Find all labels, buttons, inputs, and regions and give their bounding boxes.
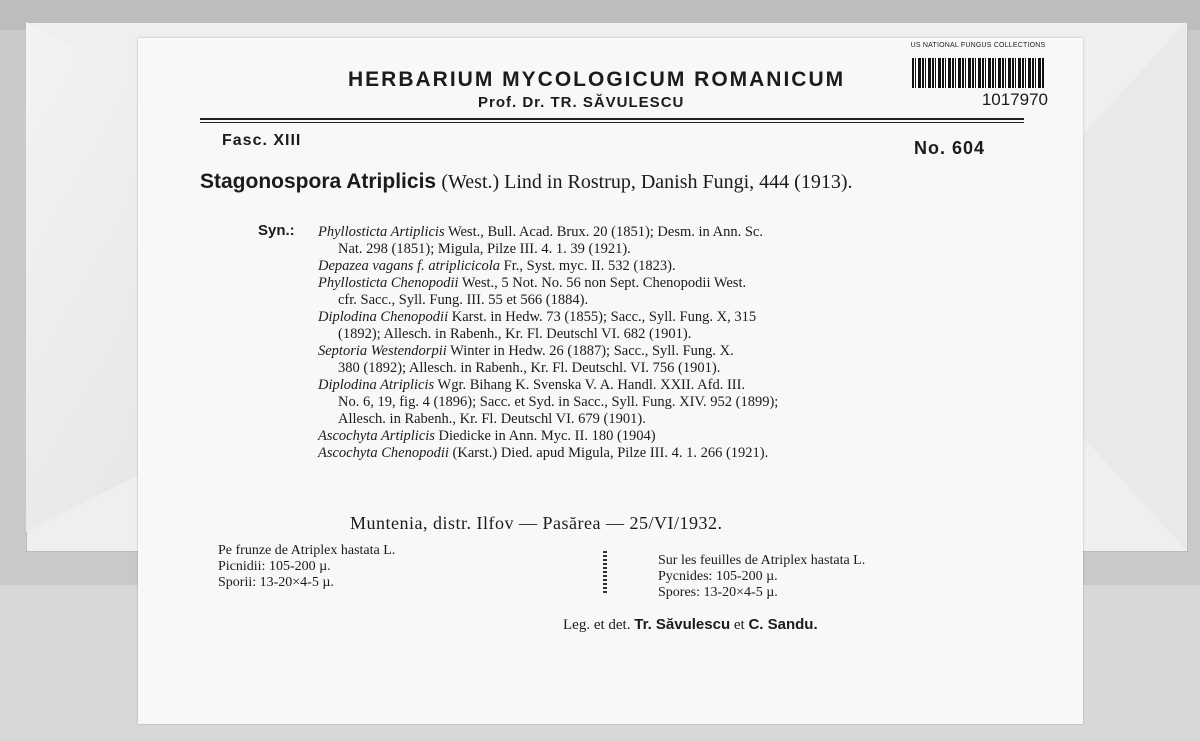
synonym-taxon: Phyllosticta Chenopodii: [318, 275, 459, 291]
synonym-citation: No. 6, 19, fig. 4 (1896); Sacc. et Syd. in Sacc., Syll. Fung. XIV. 952 (1899);: [338, 394, 779, 410]
synonym-taxon: Diplodina Atriplicis: [318, 377, 435, 393]
synonym-citation: Wgr. Bihang K. Svenska V. A. Handl. XXII. Afd. III.: [434, 377, 746, 393]
synonym-citation: Winter in Hedw. 26 (1887); Sacc., Syll. Fung. X.: [446, 343, 734, 359]
host-fr-line: Pycnides: 105-200 µ.: [658, 569, 778, 584]
barcode-number: 1017970: [981, 90, 1048, 109]
host-ro-line: Picnidii: 105-200 µ.: [218, 559, 331, 574]
synonym-citation: Nat. 298 (1851); Migula, Pilze III. 4. 1. 39 (1921).: [338, 241, 631, 257]
collector-prefix: Leg. et det.: [563, 617, 631, 633]
synonym-line: [338, 326, 691, 343]
barcode-caption: US NATIONAL FUNGUS COLLECTIONS: [910, 42, 1046, 49]
synonym-citation: 380 (1892); Allesch. in Rabenh., Kr. Fl. Deutschl. VI. 756 (1901).: [338, 360, 721, 376]
synonym-line: [338, 394, 778, 411]
herbarium-title: HERBARIUM MYCOLOGICUM ROMANICUM: [348, 68, 846, 91]
synonyms-label: Syn.:: [258, 222, 295, 239]
host-fr-line: Sur les feuilles de Atriplex hastata L.: [658, 553, 866, 568]
column-divider: [603, 551, 607, 595]
synonym-line: [318, 343, 734, 360]
synonym-citation: (Karst.) Died. apud Migula, Pilze III. 4. 1. 266 (1921).: [448, 445, 769, 461]
synonym-line: [318, 309, 756, 326]
synonym-line: [338, 292, 588, 309]
specimen-number: No. 604: [914, 138, 986, 158]
host-romanian: [218, 543, 395, 591]
collector-name-1: Tr. Săvulescu: [634, 616, 731, 633]
synonym-line: [338, 241, 631, 258]
synonym-citation: (1892); Allesch. in Rabenh., Kr. Fl. Deutschl VI. 682 (1901).: [338, 326, 692, 342]
species-name: [200, 168, 1030, 196]
header-rule: [200, 118, 1024, 120]
host-french: [658, 553, 865, 601]
synonym-line: [318, 445, 768, 462]
synonym-line: [318, 258, 676, 275]
collector-line: [563, 616, 818, 634]
synonym-taxon: Septoria Westendorpii: [318, 343, 447, 359]
synonym-line: [318, 428, 656, 445]
locality: Muntenia, distr. Ilfov — Pasărea — 25/VI/1932.: [350, 513, 723, 533]
synonym-taxon: Ascochyta Artiplicis: [318, 428, 435, 444]
fascicle: Fasc. XIII: [222, 132, 302, 149]
synonym-citation: cfr. Sacc., Syll. Fung. III. 55 et 566 (1884).: [338, 292, 589, 308]
host-ro-line: Pe frunze de Atriplex hastata L.: [218, 543, 396, 558]
synonym-citation: West., 5 Not. No. 56 non Sept. Chenopodii West.: [458, 275, 747, 291]
synonym-line: [318, 377, 745, 394]
synonym-line: [318, 275, 746, 292]
synonym-citation: West., Bull. Acad. Brux. 20 (1851); Desm. in Ann. Sc.: [444, 224, 763, 240]
collector-name-2: C. Sandu.: [748, 616, 818, 633]
species-binomial: Stagonospora Atriplicis: [200, 170, 437, 193]
synonym-line: [318, 224, 763, 241]
collector-conj: et: [733, 617, 745, 633]
synonym-citation: Karst. in Hedw. 73 (1855); Sacc., Syll. Fung. X, 315: [448, 309, 757, 325]
header-rule-thin: [200, 122, 1024, 123]
barcode-icon: [912, 58, 1044, 88]
synonym-taxon: Phyllosticta Artiplicis: [318, 224, 445, 240]
host-fr-line: Spores: 13-20×4-5 µ.: [658, 585, 778, 600]
synonym-taxon: Depazea vagans f. atriplicicola: [318, 258, 501, 274]
synonym-taxon: Ascochyta Chenopodii: [318, 445, 449, 461]
synonym-line: [338, 411, 646, 428]
herbarium-subtitle: Prof. Dr. TR. SĂVULESCU: [478, 94, 685, 111]
synonym-taxon: Diplodina Chenopodii: [318, 309, 449, 325]
synonym-citation: Allesch. in Rabenh., Kr. Fl. Deutschl VI. 679 (1901).: [338, 411, 646, 427]
barcode-label: [908, 42, 1048, 112]
host-ro-line: Sporii: 13-20×4-5 µ.: [218, 575, 334, 590]
herbarium-label: [138, 38, 1083, 724]
species-authority: (West.) Lind in Rostrup, Danish Fungi, 444 (1913).: [441, 171, 853, 193]
synonym-citation: Diedicke in Ann. Myc. II. 180 (1904): [434, 428, 656, 444]
synonym-line: [338, 360, 720, 377]
synonym-citation: Fr., Syst. myc. II. 532 (1823).: [500, 258, 676, 274]
